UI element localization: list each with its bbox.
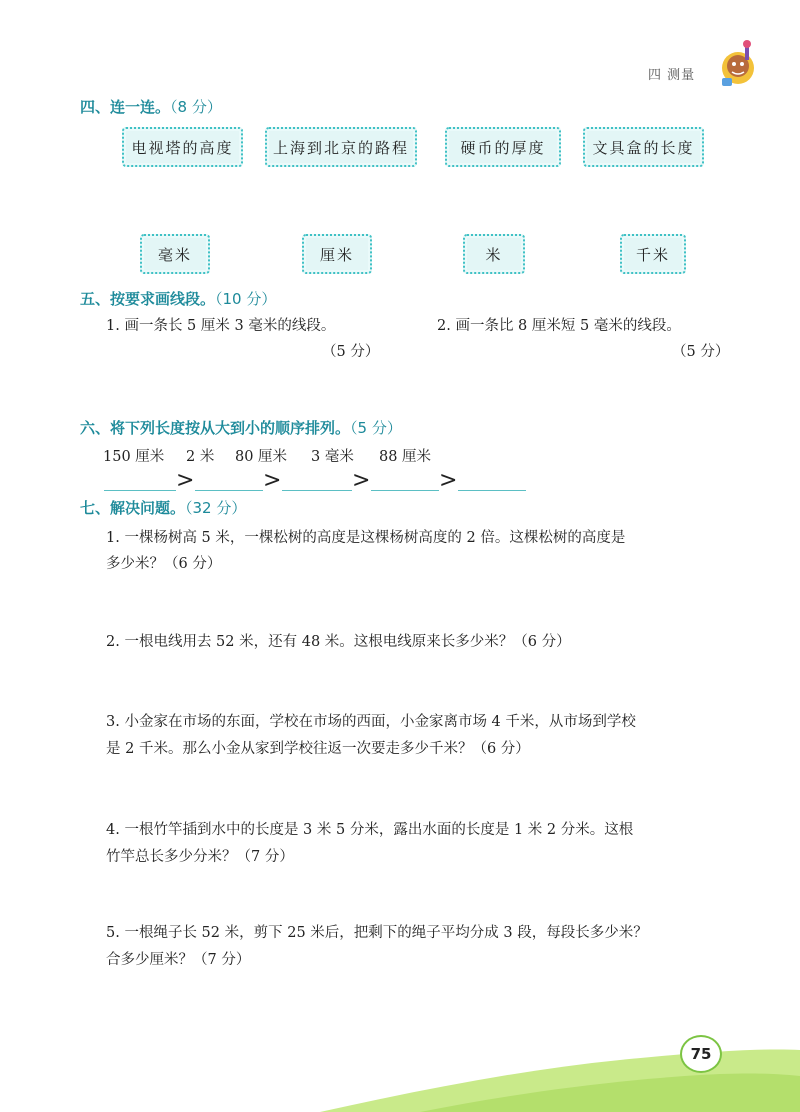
- section7-title-text: 七、解决问题。: [80, 499, 186, 517]
- section6-points: （5 分）: [350, 419, 402, 437]
- order-blank-3[interactable]: [282, 490, 352, 491]
- problem-1-line2: 多少米？（6 分）: [106, 556, 222, 572]
- problem-5-line2: 合多少厘米？（7 分）: [106, 952, 251, 968]
- match-top-item-2[interactable]: 上海到北京的路程: [265, 127, 417, 167]
- order-blank-4[interactable]: [371, 490, 439, 491]
- section6-title: [80, 417, 402, 438]
- match-bottom-item-2[interactable]: 厘米: [302, 234, 372, 274]
- section7-title: [80, 497, 246, 518]
- section7-points: （32 分）: [185, 499, 247, 517]
- section5-q2: 2. 画一条比 8 厘米短 5 毫米的线段。: [437, 318, 681, 334]
- match-bottom-item-3[interactable]: 米: [463, 234, 525, 274]
- section4-title: [80, 96, 222, 117]
- gt-symbol-2: >: [263, 468, 282, 493]
- gt-symbol-1: >: [176, 468, 195, 493]
- mascot-icon: [712, 38, 764, 90]
- chapter-label: 四 测量: [648, 68, 696, 83]
- problem-5-line1: 5. 一根绳子长 52 米，剪下 25 米后，把剩下的绳子平均分成 3 段，每段长多少米？: [106, 925, 648, 941]
- order-blank-5[interactable]: [458, 490, 526, 491]
- section5-q2-points: （5 分）: [672, 344, 730, 360]
- section4-points: （8 分）: [170, 98, 222, 116]
- length-value-4: 3 毫米: [311, 449, 354, 465]
- problem-4-line1: 4. 一根竹竿插到水中的长度是 3 米 5 分米，露出水面的长度是 1 米 2 分米。这根: [106, 822, 634, 838]
- footer-wave-decoration: [0, 1030, 800, 1112]
- length-value-2: 2 米: [186, 449, 215, 465]
- order-blank-2[interactable]: [195, 490, 263, 491]
- gt-symbol-3: >: [352, 468, 371, 493]
- length-value-3: 80 厘米: [235, 449, 288, 465]
- length-value-5: 88 厘米: [379, 449, 432, 465]
- match-bottom-item-1[interactable]: 毫米: [140, 234, 210, 274]
- section5-points: （10 分）: [215, 290, 277, 308]
- match-top-item-4[interactable]: 文具盒的长度: [583, 127, 704, 167]
- page-number: 75: [680, 1035, 722, 1073]
- section6-title-text: 六、将下列长度按从大到小的顺序排列。: [80, 419, 351, 437]
- gt-symbol-4: >: [439, 468, 458, 493]
- section4-title-text: 四、连一连。: [80, 98, 171, 116]
- section5-q1-points: （5 分）: [322, 344, 380, 360]
- section5-title-text: 五、按要求画线段。: [80, 290, 216, 308]
- match-top-item-3[interactable]: 硬币的厚度: [445, 127, 561, 167]
- problem-3-line2: 是 2 千米。那么小金从家到学校往返一次要走多少千米？（6 分）: [106, 741, 530, 757]
- problem-1-line1: 1. 一棵杨树高 5 米，一棵松树的高度是这棵杨树高度的 2 倍。这棵松树的高度是: [106, 530, 626, 546]
- match-top-item-1[interactable]: 电视塔的高度: [122, 127, 243, 167]
- problem-3-line1: 3. 小金家在市场的东面，学校在市场的西面，小金家离市场 4 千米，从市场到学校: [106, 714, 636, 730]
- order-blank-1[interactable]: [104, 490, 176, 491]
- length-value-1: 150 厘米: [103, 449, 165, 465]
- section5-title: [80, 288, 276, 309]
- section5-q1: 1. 画一条长 5 厘米 3 毫米的线段。: [106, 318, 336, 334]
- match-bottom-item-4[interactable]: 千米: [620, 234, 686, 274]
- problem-2-line1: 2. 一根电线用去 52 米，还有 48 米。这根电线原来长多少米？（6 分）: [106, 634, 571, 650]
- problem-4-line2: 竹竿总长多少分米？（7 分）: [106, 849, 294, 865]
